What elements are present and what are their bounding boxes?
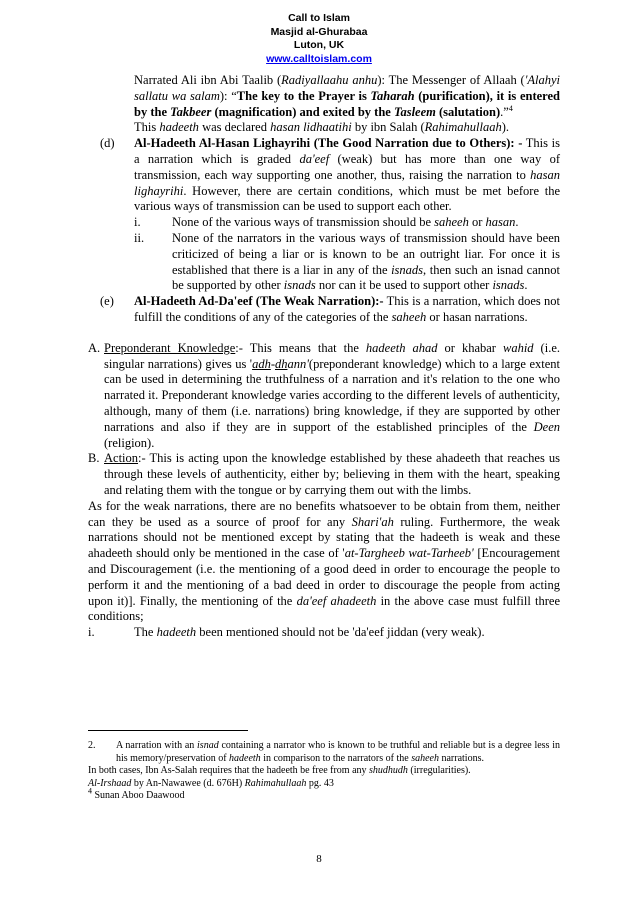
header-location: Luton, UK [293, 39, 345, 51]
section-b-title: Action [104, 451, 139, 466]
page-number: 8 [316, 853, 322, 865]
section-b: B. Action:- This is acting upon the knowledge established by these ahadeeth that reaches us through these levels of authenticity, either by; believing in them with the heart, speaking and relating them with the tongue or by carrying them out with the limbs. [88, 451, 560, 497]
section-d: (d) Al-Hadeeth Al-Hasan Lighayrihi (The Good Narration due to Others): - This is a narration which is graded da'eef (weak) but has more than one way of transmission, each way supporting one another, thus, raising the narration to hasan lighayrihi. However, there are certain conditions, which must be met before the various ways of transmission can be used to support each other. [100, 136, 561, 214]
footnote-ref-4: 4 [508, 103, 513, 113]
section-d-label: (d) [100, 136, 115, 151]
header-title: Call to Islam [288, 12, 350, 24]
header-masjid: Masjid al-Ghurabaa [270, 25, 368, 38]
page-header [0, 12, 638, 66]
section-a: A. Preponderant Knowledge:- This means that the hadeeth ahad or khabar wahid (i.e. singular narrations) gives us 'adh-dhann'(preponderant knowledge) which to a large extent can be used in determining the truthfulness of a narration and it's relation to the one who narrated it. Preponderant knowledge varies according to the different levels of authenticity, although, many of them (i.e. narrations) bring knowledge, if they are supported by other narrations and also if they are in support of the established principles of the Deen (religion). [88, 340, 560, 450]
document-body [88, 73, 560, 641]
section-e-title: Al-Hadeeth Ad-Da'eef (The Weak Narration):- [134, 294, 384, 309]
weak-condition-i: i. The hadeeth been mentioned should not be 'da'eef jiddan (very weak). [88, 625, 485, 640]
footnote-line-salah: In both cases, Ibn As-Salah requires that the hadeeth be free from any shudhudh (irregularities). [88, 765, 471, 777]
condition-i: i. None of the various ways of transmission should be saheeh or hasan. [134, 215, 519, 230]
footnote-2: 2. A narration with an isnad containing a narrator who is known to be truthful and reliable but is a degree less in his memory/preservation of hadeeth in comparison to the narrators of the saheeh narrations. [88, 740, 560, 764]
section-d-title: Al-Hadeeth Al-Hasan Lighayrihi (The Good Narration due to Others): - [134, 136, 523, 151]
weak-narrations-paragraph: As for the weak narrations, there are no benefits whatsoever to be obtain from them, neither can they be used as a source of proof for any Shari'ah ruling. Furthermore, the weak narrations should not be mentioned except by stating that the hadeeth is weak and these ahadeeth should only be mentioned in the case of 'at-Targheeb wat-Tarheeb' [Encouragement and Discouragement (i.e. the mentioning of a good deed in order to encourage the people to perform it and the mentioning of a bad deed in order to discourage the people from acting upon it)]. Finally, the mentioning of the da'eef ahadeeth in the above case must fulfill three conditions; [88, 498, 561, 624]
narration-paragraph: Narrated Ali ibn Abi Taalib (Radiyallaahu anhu): The Messenger of Allaah ('Alahyi sallatu wa salam): “The key to the Prayer is Taharah (purification), it is entered by the Takbeer (magnification) and exited by the Tasleem (salutation).”$^4$ [134, 73, 561, 119]
footnote-line-irshaad: Al-Irshaad by An-Nawawee (d. 676H) Rahimahullaah pg. 43 [88, 777, 334, 789]
footnote-divider [88, 730, 248, 731]
website-link[interactable]: www.calltoislam.com [266, 52, 372, 65]
footnotes [88, 740, 560, 803]
section-a-title: Preponderant Knowledge [104, 340, 236, 355]
hasan-declaration: This hadeeth was declared hasan lidhaatihi by ibn Salah (Rahimahullaah). [134, 120, 510, 135]
condition-ii: ii. None of the narrators in the various ways of transmission should have been criticized of being a liar or is known to be an outright liar. For once it is established that there is a liar in any of the isnads, then such an isnad cannot be supported by other isnads nor can it be used to support other isnads. [134, 230, 560, 293]
section-e-label: (e) [100, 294, 114, 309]
section-e: (e) Al-Hadeeth Ad-Da'eef (The Weak Narration):- This is a narration, which does not fulfill the conditions of any of the categories of the saheeh or hasan narrations. [100, 294, 560, 324]
footnote-4: $^4$ Sunan Aboo Daawood [88, 787, 185, 802]
